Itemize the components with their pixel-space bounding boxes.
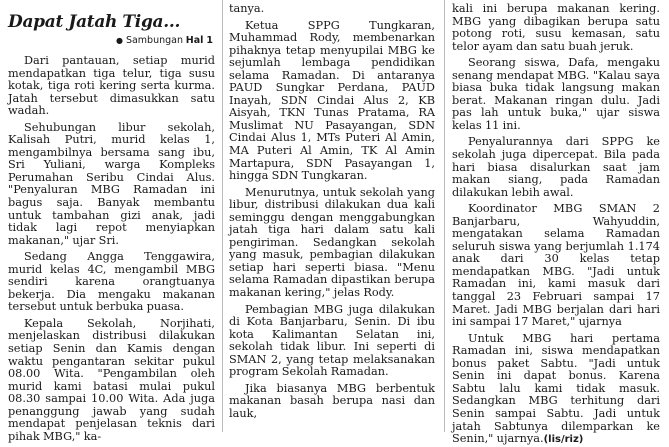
- column-divider-left: [222, 0, 223, 432]
- paragraph: Pembagian MBG juga dilakukan di Kota Banjarbaru, Senin. Di ibu kota Kalimantan Selatan ini, sekolah tidak libur. Ini seperti di SMAN 2, yang tetap melaksanakan program Sekolah Ramadan.: [229, 302, 435, 379]
- continuation-label: Sambungan: [125, 35, 184, 46]
- paragraph-continued: kali ini berupa makanan kering. MBG yang dibagikan berupa satu potong roti, susu kemasan, satu telor ayam dan satu buah jeruk.: [452, 2, 660, 53]
- paragraph: Penyalurannya dari SPPG ke sekolah juga dipercepat. Bila pada hari biasa disalurkan saat jam makan siang, pada Ramadan dilakukan lebih awal.: [452, 135, 660, 199]
- article-column-1: [8, 0, 215, 443]
- paragraph: Menurutnya, untuk sekolah yang libur, distribusi dilakukan dua kali seminggu dengan menggabungkan jatah tiga hari dalam satu kali pengiriman. Sedangkan sekolah yang masuk, pembagian dilakukan setiap hari seperti biasa. "Menu selama Ramadan dipastikan berupa makanan kering," jelas Rody.: [229, 185, 435, 300]
- paragraph: Seorang siswa, Dafa, mengaku senang mendapat MBG. "Kalau saya biasa buka tidak langsung makan berat. Makanan ringan dulu. Jadi pas lah untuk buka," ujar siswa kelas 11 ini.: [452, 56, 660, 132]
- paragraph-final: [452, 333, 660, 447]
- article-column-3: [452, 0, 660, 446]
- article-column-2: [229, 0, 435, 432]
- column-divider-right: [444, 0, 445, 432]
- paragraph: Ketua SPPG Tungkaran, Muhammad Rody, membenarkan pihaknya tetap menyupilai MBG ke sejumlah lembaga pendidikan selama Ramadan. Di antaranya PAUD Sungkar Perdana, PAUD Inayah, SDN Cindai Alus 2, KB Aisyah, TKN Tunas Pratama, RA Muslimat NU Pasayangan, SDN Cindai Alus 1, MTs Puteri Al Amin, MA Puteri Al Amin, TK Al Amin Martapura, SDN Pasayangan 1, hingga SDN Tungkaran.: [229, 18, 435, 183]
- continuation-reference: [8, 35, 213, 47]
- paragraph: Sedang Angga Tenggawira, murid kelas 4C, mengambil MBG sendiri karena orangtuanya bekerja. Dia mengaku makanan tersebut untuk berbuka puasa.: [8, 250, 215, 314]
- paragraph-text: Untuk MBG hari pertama Ramadan ini, siswa mendapatkan bonus paket Sabtu. "Jadi untuk Senin ini dapat bonus. Karena Sabtu lalu kami tidak masuk. Sedangkan MBG terhitung dari Senin sampai Sabtu. Jadi untuk jatah Sabtunya dilemparkan ke Senin," ujarnya.: [452, 331, 660, 446]
- paragraph: Jika biasanya MBG berbentuk makanan basah berupa nasi dan lauk,: [229, 381, 435, 420]
- paragraph: Sehubungan libur sekolah, Kalisah Putri, murid kelas 1, mengambilnya bersama sang ibu, Sri Yuliani, warga Kompleks Perumahan Seribu Cindai Alus. "Penyaluran MBG Ramadan ini bagus saja. Banyak membantu untuk tambahan gizi anak, jadi tidak lagi repot menyiapkan makanan," ujar Sri.: [8, 120, 215, 247]
- author-signature: (lis/riz): [543, 434, 584, 446]
- paragraph: Koordinator MBG SMAN 2 Banjarbaru, Wahyuddin, mengatakan selama Ramadan seluruh siswa yang berjumlah 1.174 anak dari 30 kelas tetap mendapatkan MBG. "Jadi untuk Ramadan ini, kami masuk dari tanggal 23 Februari sampai 17 Maret. Jadi MBG berjalan dari hari ini sampai 17 Maret," ujarnya: [452, 202, 660, 329]
- continuation-page: Hal 1: [185, 35, 213, 46]
- bullet-icon: ●: [115, 36, 123, 45]
- article-headline: Dapat Jatah Tiga...: [8, 12, 181, 32]
- paragraph: Kepala Sekolah, Norjihati, menjelaskan distribusi dilakukan setiap Senin dan Kamis dengan waktu pengantaran sekitar pukul 08.00 Wita. "Pengambilan oleh murid kami batasi mulai pukul 08.30 sampai 10.00 Wita. Ada juga penanggung jawab yang sudah mendapat penjelasan teknis dari pihak MBG," ka-: [8, 316, 215, 443]
- paragraph-continued: tanya.: [229, 2, 265, 15]
- paragraph: Dari pantauan, setiap murid mendapatkan tiga telur, tiga susu kotak, tiga roti kering serta kurma. Jatah tersebut dimasukkan satu wadah.: [8, 54, 215, 118]
